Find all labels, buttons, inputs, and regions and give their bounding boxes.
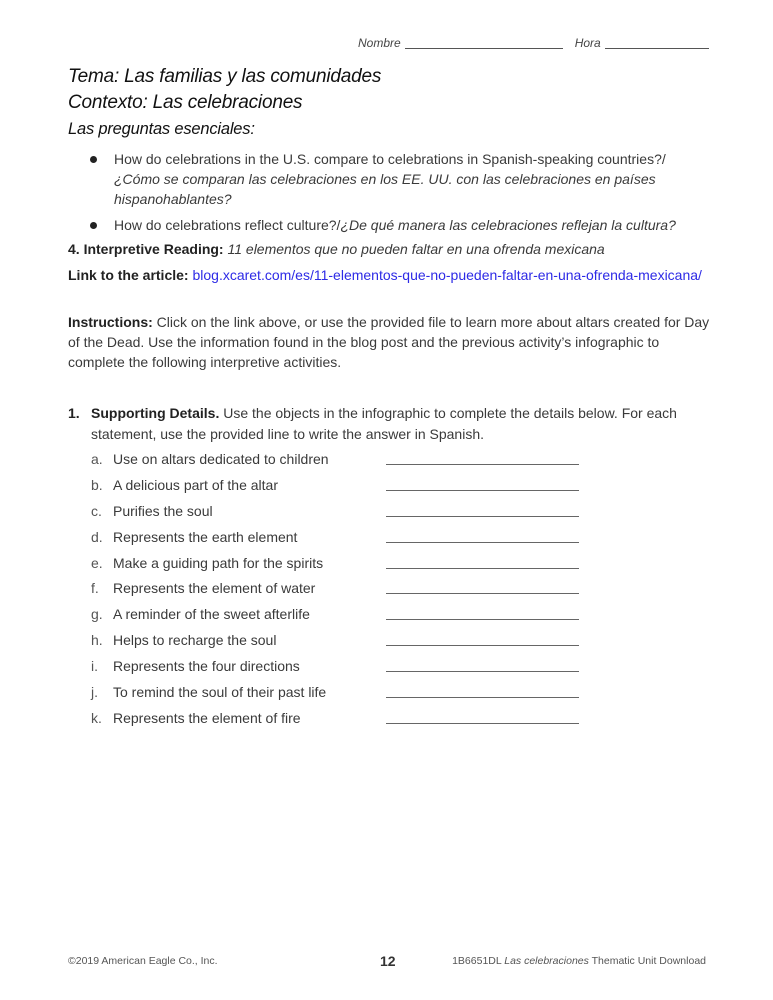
hora-field[interactable] xyxy=(605,38,709,49)
answer-line[interactable] xyxy=(386,542,579,543)
item-text: Make a guiding path for the spirits xyxy=(113,554,324,571)
reading-label: 4. Interpretive Reading: xyxy=(68,241,224,257)
detail-item xyxy=(91,578,591,604)
item-letter: f. xyxy=(91,580,99,597)
question-es: ¿Cómo se comparan las celebraciones en los EE. UU. con las celebraciones en países hispanohablantes? xyxy=(114,171,656,207)
answer-line[interactable] xyxy=(386,619,579,620)
answer-line[interactable] xyxy=(386,723,579,724)
detail-item xyxy=(91,708,591,734)
unit-suffix: Thematic Unit Download xyxy=(591,955,706,967)
item-text: Purifies the soul xyxy=(113,502,213,519)
article-link-line xyxy=(68,265,718,285)
supporting-details-prompt xyxy=(68,403,718,445)
preguntas-heading: Las preguntas esenciales: xyxy=(68,120,255,138)
item-letter: e. xyxy=(91,554,103,571)
item-text: Represents the element of fire xyxy=(113,709,301,726)
item-letter: i. xyxy=(91,658,98,675)
answer-line[interactable] xyxy=(386,464,579,465)
item-text: Helps to recharge the soul xyxy=(113,632,277,649)
item-text: To remind the soul of their past life xyxy=(113,684,327,701)
question-en: How do celebrations reflect culture?/ xyxy=(114,217,341,233)
link-label: Link to the article: xyxy=(68,267,189,283)
footer-unit xyxy=(452,955,706,967)
answer-line[interactable] xyxy=(386,671,579,672)
nombre-field[interactable] xyxy=(405,38,563,49)
detail-item xyxy=(91,630,591,656)
item-text: A reminder of the sweet afterlife xyxy=(113,606,310,623)
activity-number: 1. xyxy=(68,405,80,421)
item-text: Represents the element of water xyxy=(113,580,316,597)
answer-line[interactable] xyxy=(386,593,579,594)
instructions-label: Instructions: xyxy=(68,314,153,330)
essential-question xyxy=(90,215,710,235)
essential-question xyxy=(90,149,710,209)
unit-code: 1B6651DL xyxy=(452,955,502,967)
interpretive-reading xyxy=(68,239,718,259)
footer-copyright: ©2019 American Eagle Co., Inc. xyxy=(68,955,218,967)
detail-item xyxy=(91,553,591,579)
instructions xyxy=(68,312,718,372)
detail-item xyxy=(91,527,591,553)
hora-label: Hora xyxy=(574,36,601,50)
item-text: A delicious part of the altar xyxy=(113,476,278,493)
instructions-text: Click on the link above, or use the provided file to learn more about altars created for Day of the Dead. Use the information found in the blog post and the previous activity’s infographic to complete the following interpretive activities. xyxy=(68,314,710,370)
bullet-icon xyxy=(90,222,97,229)
answer-line[interactable] xyxy=(386,645,579,646)
activity-label: Supporting Details. xyxy=(91,405,220,421)
detail-item xyxy=(91,604,591,630)
detail-item xyxy=(91,449,591,475)
item-letter: h. xyxy=(91,632,103,649)
item-text: Represents the earth element xyxy=(113,528,298,545)
activity-text: Use the objects in the infographic to complete the details below. For each statement, use the provided line to write the answer in Spanish. xyxy=(91,405,677,442)
reading-title: 11 elementos que no pueden faltar en una ofrenda mexicana xyxy=(227,241,605,257)
tema-heading: Tema: Las familias y las comunidades xyxy=(68,66,382,87)
item-letter: j. xyxy=(91,684,98,701)
item-text: Use on altars dedicated to children xyxy=(113,451,329,467)
unit-title: Las celebraciones xyxy=(504,955,589,967)
contexto-heading: Contexto: Las celebraciones xyxy=(68,92,303,113)
item-letter: c. xyxy=(91,502,102,519)
item-letter: g. xyxy=(91,606,103,623)
page-number: 12 xyxy=(380,953,396,969)
detail-item xyxy=(91,475,591,501)
question-es: ¿De qué manera las celebraciones reflejan la cultura? xyxy=(340,217,676,233)
detail-item xyxy=(91,656,591,682)
item-letter: b. xyxy=(91,476,103,493)
detail-item xyxy=(91,682,591,708)
item-letter: d. xyxy=(91,528,103,545)
item-text: Represents the four directions xyxy=(113,658,300,675)
answer-line[interactable] xyxy=(386,568,579,569)
name-hour-header xyxy=(358,36,709,50)
article-link[interactable]: blog.xcaret.com/es/11-elementos-que-no-pueden-faltar-en-una-ofrenda-mexicana/ xyxy=(192,267,702,283)
answer-line[interactable] xyxy=(386,516,579,517)
item-letter: a. xyxy=(91,451,103,467)
answer-line[interactable] xyxy=(386,490,579,491)
supporting-details-list xyxy=(91,449,591,734)
nombre-label: Nombre xyxy=(358,36,401,50)
item-letter: k. xyxy=(91,709,102,726)
essential-questions-list xyxy=(90,149,710,241)
answer-line[interactable] xyxy=(386,697,579,698)
detail-item xyxy=(91,501,591,527)
question-en: How do celebrations in the U.S. compare to celebrations in Spanish-speaking countries?/ xyxy=(114,151,666,167)
bullet-icon xyxy=(90,156,97,163)
